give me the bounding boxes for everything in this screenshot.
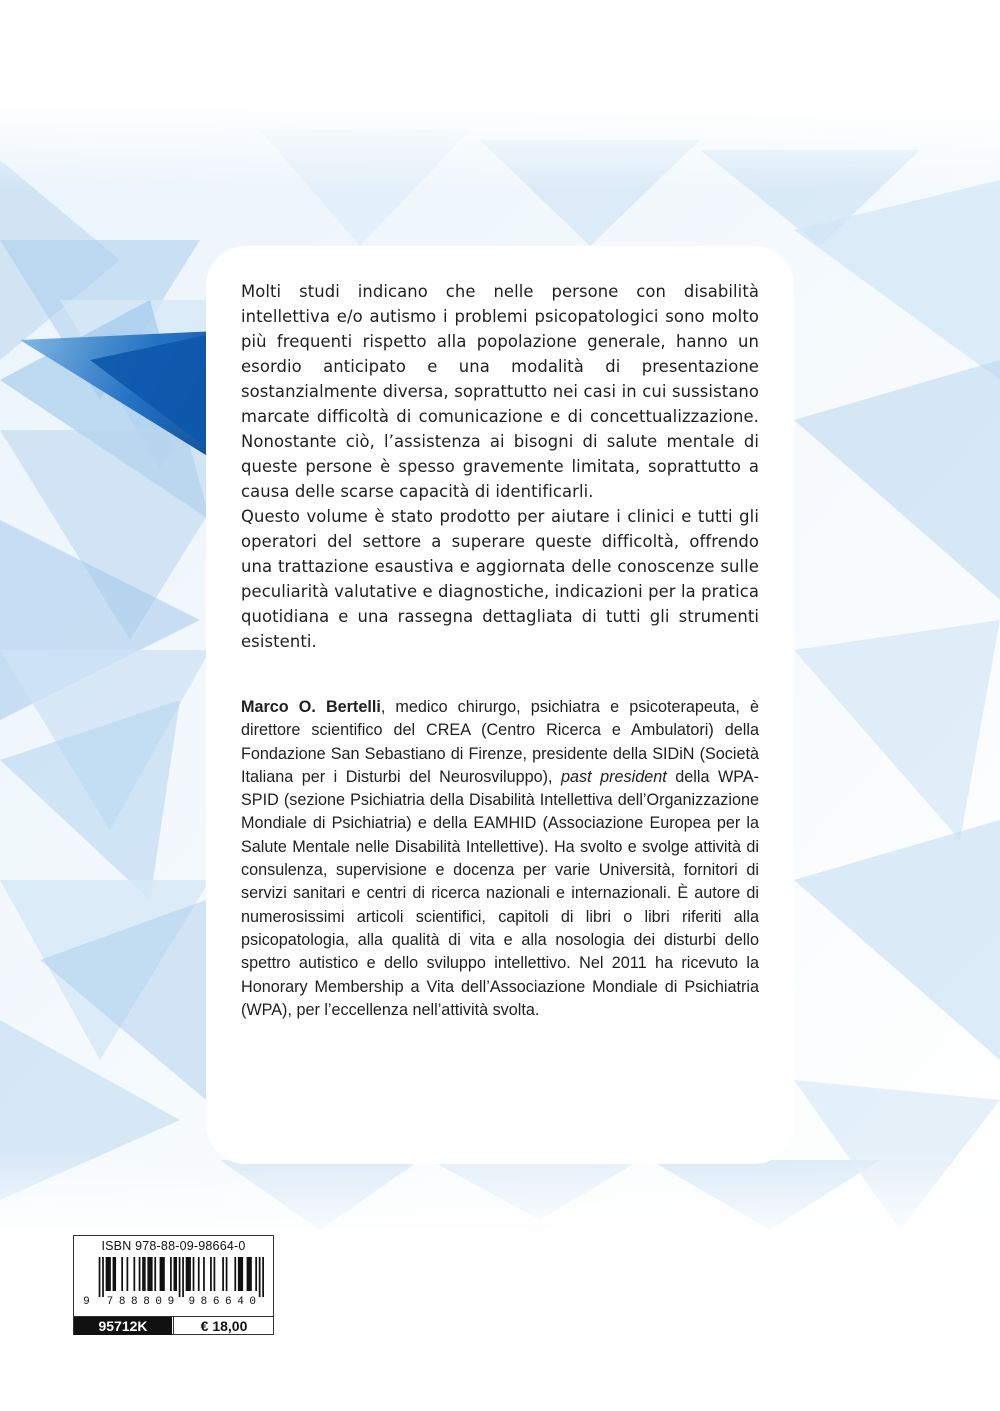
barcode-bar — [106, 1257, 111, 1291]
barcode-bar — [102, 1257, 104, 1297]
barcode-bar — [133, 1257, 135, 1291]
barcode-digit: 9 — [83, 1296, 90, 1305]
description-paragraph-1: Molti studi indicano che nelle persone con disabilità intellettiva e/o autismo i problemi psicopatologici sono molto più frequenti rispetto alla popolazione generale, hanno un esordio anticipato e una modalità di presentazione sostanzialmente diversa, soprattutto nei casi in cui sussistano marcate difficoltà di comunicazione e di concettualizzazione. Nonostante ciò, l’assistenza ai bisogni di salute mentale di queste persone è spesso gravemente limitata, soprattutto a causa delle scarse capacità di identificarli. — [241, 282, 759, 501]
barcode-bar — [255, 1257, 257, 1291]
barcode-bar — [198, 1257, 200, 1291]
barcode-digit: 8 — [143, 1296, 150, 1305]
barcode-bar — [226, 1257, 228, 1291]
barcode-digit: 8 — [118, 1296, 126, 1305]
barcode-digit: 4 — [237, 1296, 244, 1305]
barcode-bar — [99, 1257, 101, 1297]
barcode-bar — [139, 1257, 141, 1291]
barcode-bar — [186, 1257, 191, 1291]
barcode-bar — [247, 1257, 252, 1291]
author-bio-text-1: , medico chirurgo, psichiatra e psicoterapeuta, è direttore scientifico del CREA (Centro Ricerca e Ambulatori) della Fondazione San Sebastiano di Firenze, presidente della SIDiN (Società Italiana per i Disturbi del Neurosviluppo), — [241, 698, 759, 786]
barcode-bar — [179, 1257, 181, 1297]
barcode-bar — [121, 1257, 123, 1291]
barcode-digit: 8 — [131, 1296, 138, 1305]
barcode-block — [73, 1235, 274, 1335]
book-description — [241, 279, 759, 654]
barcode-bar — [238, 1257, 243, 1291]
barcode-bar — [142, 1257, 145, 1291]
barcode-bar — [127, 1257, 129, 1291]
barcode-digit: 0 — [249, 1296, 256, 1305]
barcode-bar — [222, 1257, 224, 1291]
barcode-bar — [113, 1257, 116, 1291]
barcode-digit: 9 — [188, 1296, 196, 1305]
barcode-bar — [214, 1257, 216, 1291]
author-bio-italic: past president — [561, 767, 667, 786]
description-paragraph-2: Questo volume è stato prodotto per aiutare i clinici e tutti gli operatori del settore a superare queste difficoltà, offrendo una trattazione esaustiva e aggiornata delle conoscenze sulle peculiarità valutative e diagnostiche, indicazioni per la pratica quotidiana e una rassegna dettagliata di tutti gli strumenti esistenti. — [241, 507, 759, 651]
barcode-bar — [210, 1257, 212, 1291]
barcode-bar — [234, 1257, 236, 1291]
barcode-digit: 8 — [200, 1296, 208, 1305]
price: € 18,00 — [173, 1317, 274, 1335]
barcode-digit: 0 — [155, 1296, 163, 1305]
barcode-digit: 6 — [212, 1296, 220, 1305]
barcode-digit: 7 — [106, 1296, 114, 1305]
barcode-bar — [203, 1257, 205, 1291]
product-code: 95712K — [74, 1317, 172, 1335]
barcode-bar — [182, 1257, 184, 1297]
barcode-bar — [259, 1257, 261, 1297]
barcode-bar — [262, 1257, 264, 1297]
isbn-label: ISBN 978-88-09-98664-0 — [101, 1239, 246, 1253]
barcode-bar — [174, 1257, 177, 1291]
barcode-digit: 6 — [225, 1296, 232, 1305]
barcode-bar — [154, 1257, 156, 1291]
author-bio — [241, 696, 759, 1022]
author-bio-text-2: della WPA-SPID (sezione Psichiatria della Disabilità Intellettiva dell’Organizzazione Mondiale di Psichiatria) e della EAMHID (Associazione Europea per la Salute Mentale nelle Disabilità Intellettive). Ha svolto e svolge attività di consulenza, supervisione e docenza per varie Università, fornitori di servizi sanitari e centri di ricerca nazionali e internazionali. È autore di numerosissimi articoli scientifici, capitoli di libri o libri riferiti alla psicopatologia, alla qualità di vita e alla nosologia dei disturbi dello spettro autistico e dello sviluppo intellettivo. Nel 2011 ha ricevuto la Honorary Membership a Vita dell’Associazione Mondiale di Psichiatria (WPA), per l’eccellenza nell’attività svolta. — [241, 767, 760, 1019]
barcode-bar — [170, 1257, 172, 1291]
barcode-bar — [193, 1257, 195, 1291]
barcode-bar — [147, 1257, 152, 1291]
author-name: Marco O. Bertelli — [241, 698, 381, 716]
barcode-bar — [160, 1257, 165, 1291]
code-price-row — [74, 1316, 273, 1335]
barcode-icon — [83, 1257, 264, 1305]
barcode-digit: 9 — [167, 1296, 175, 1305]
